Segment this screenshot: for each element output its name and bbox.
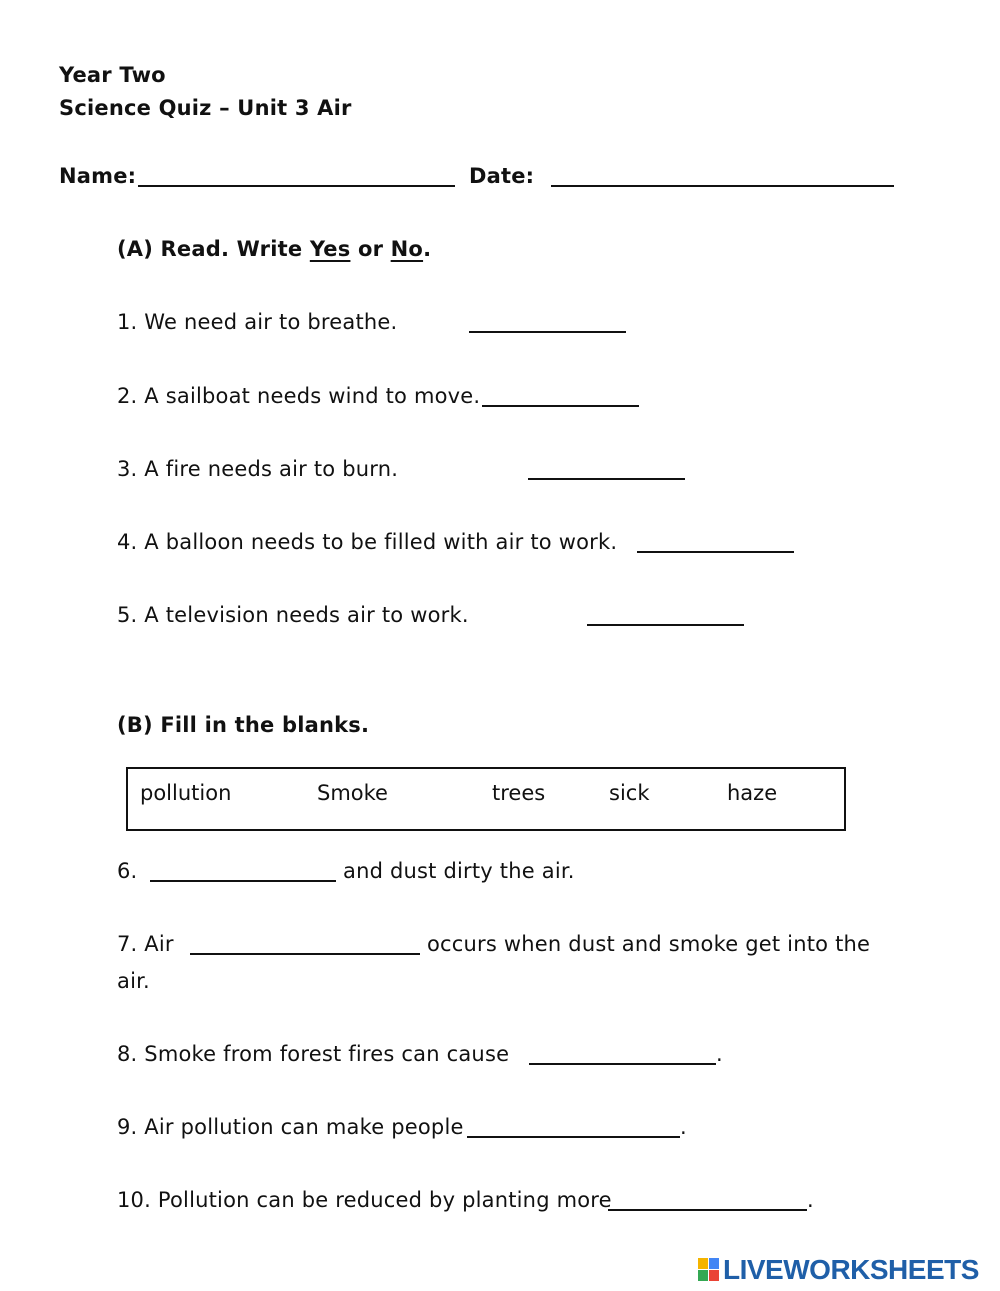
word-bank-item: haze xyxy=(727,781,778,805)
quiz-title: Science Quiz – Unit 3 Air xyxy=(59,96,352,120)
section-a-prefix: (A) Read. Write xyxy=(117,237,303,261)
name-field[interactable] xyxy=(138,185,455,187)
question-7-text: occurs when dust and smoke get into the xyxy=(427,932,871,956)
answer-9-field[interactable] xyxy=(467,1136,680,1138)
word-bank xyxy=(126,767,846,831)
liveworksheets-logo xyxy=(698,1255,979,1285)
question-10-period: . xyxy=(807,1188,814,1212)
answer-4-field[interactable] xyxy=(637,551,794,553)
question-1: 1. We need air to breathe. xyxy=(117,310,398,334)
question-6-text: and dust dirty the air. xyxy=(343,859,575,883)
question-7-continuation: air. xyxy=(117,969,150,993)
section-b-heading: (B) Fill in the blanks. xyxy=(117,713,370,737)
year-label: Year Two xyxy=(59,63,166,87)
question-3: 3. A fire needs air to burn. xyxy=(117,457,399,481)
yes-word: Yes xyxy=(309,237,351,261)
answer-7-field[interactable] xyxy=(190,953,420,955)
answer-6-field[interactable] xyxy=(150,880,336,882)
name-label: Name: xyxy=(59,164,137,188)
section-a-heading xyxy=(117,235,431,263)
no-word: No xyxy=(390,237,424,261)
word-bank-item: Smoke xyxy=(317,781,388,805)
date-field[interactable] xyxy=(551,185,894,187)
question-9-period: . xyxy=(680,1115,687,1139)
answer-10-field[interactable] xyxy=(608,1209,807,1211)
question-4: 4. A balloon needs to be filled with air to work. xyxy=(117,530,618,554)
date-label: Date: xyxy=(469,164,535,188)
word-bank-item: trees xyxy=(492,781,546,805)
logo-text: LIVEWORKSHEETS xyxy=(723,1254,979,1285)
heading-period: . xyxy=(423,237,432,261)
answer-1-field[interactable] xyxy=(469,331,626,333)
question-6-number: 6. xyxy=(117,859,138,883)
blocks-icon xyxy=(698,1258,720,1282)
question-8-period: . xyxy=(716,1042,723,1066)
answer-2-field[interactable] xyxy=(482,405,639,407)
answer-5-field[interactable] xyxy=(587,624,744,626)
question-7-start: 7. Air xyxy=(117,932,174,956)
question-2: 2. A sailboat needs wind to move. xyxy=(117,384,481,408)
question-9-text: 9. Air pollution can make people xyxy=(117,1115,464,1139)
or-word: or xyxy=(357,237,384,261)
question-10-text: 10. Pollution can be reduced by planting more xyxy=(117,1188,612,1212)
word-bank-item: sick xyxy=(609,781,650,805)
question-5: 5. A television needs air to work. xyxy=(117,603,469,627)
answer-8-field[interactable] xyxy=(529,1063,716,1065)
question-8-text: 8. Smoke from forest fires can cause xyxy=(117,1042,510,1066)
word-bank-item: pollution xyxy=(140,781,232,805)
answer-3-field[interactable] xyxy=(528,478,685,480)
